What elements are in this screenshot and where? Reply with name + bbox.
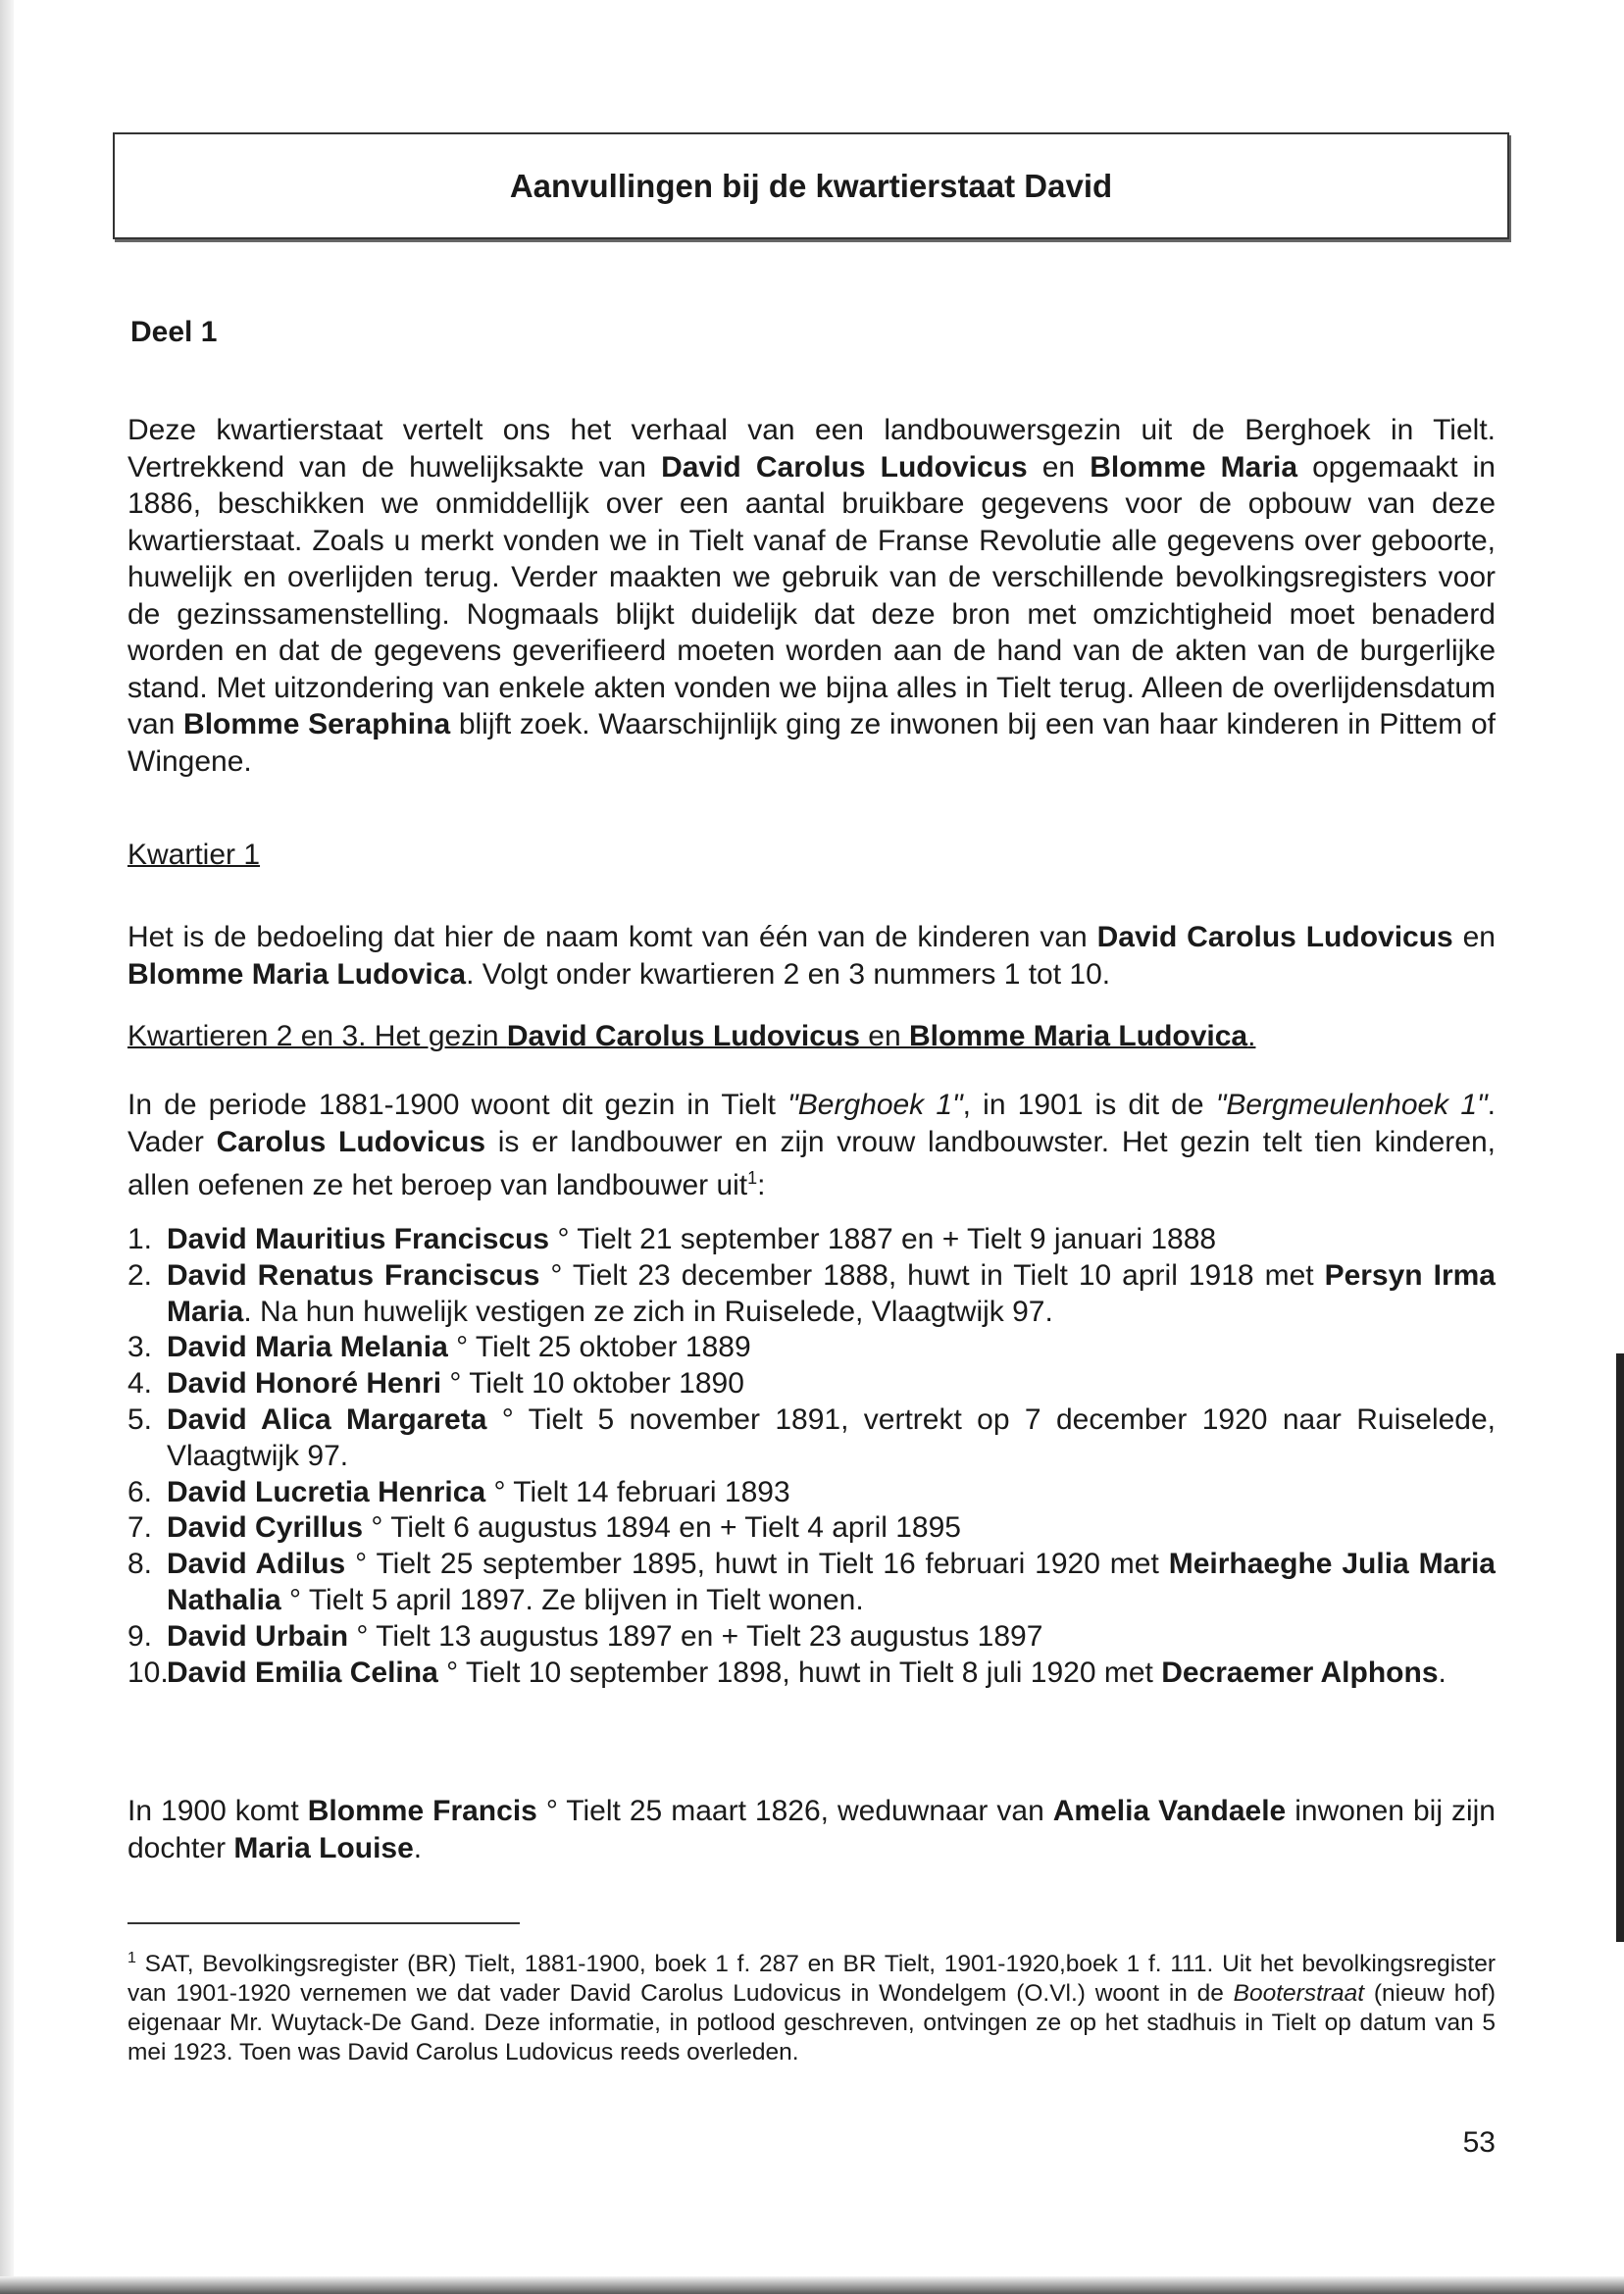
closing-paragraph — [127, 1793, 1496, 1866]
page-title: Aanvullingen bij de kwartierstaat David — [509, 168, 1113, 204]
kwartier-2-3-paragraph — [127, 1087, 1496, 1204]
closing-text-3: inwonen bij zijn dochter — [127, 1795, 1496, 1864]
child-details-2: . — [1438, 1656, 1446, 1689]
section-heading-deel: Deel 1 — [130, 316, 218, 348]
list-item-number: 1. — [127, 1223, 153, 1255]
list-item — [127, 1402, 1496, 1475]
spouse-name: Meirhaeghe Julia Maria Nathalia — [167, 1548, 1496, 1616]
child-details: ° Tielt 5 november 1891, vertrekt op 7 december 1920 naar Ruiselede, Vlaagtwijk 97. — [167, 1402, 1496, 1472]
k23-text-5: : — [757, 1169, 766, 1201]
footnote — [127, 1944, 1496, 2067]
child-details: ° Tielt 13 augustus 1897 en + Tielt 23 augustus 1897 — [348, 1619, 1043, 1653]
spouse-name: Decraemer Alphons — [1161, 1656, 1439, 1689]
list-item-number: 8. — [127, 1548, 153, 1581]
intro-text-3: opgemaakt in 1886, beschikken we onmiddellijk over een aantal bruikbare gegevens voor de opbouw van deze kwartierstaat. Zoals u merkt vonden we in Tielt vanaf de Franse Revolutie alle gegevens over geboorte, huwelijk en overlijden terug. Verder maakten we gebruik van de verschillende bevolkingsregisters voor de gezinssamenstelling. Nogmaals blijkt duidelijk dat deze bron met omzichtigheid moet benaderd worden en dat de gegevens geverifieerd moeten worden aan de hand van de akten van de burgerlijke stand. Met uitzondering van enkele akten vonden we bijna alles in Tielt terug. Alleen de overlijdensdatum van — [127, 450, 1496, 740]
spouse-name: Persyn Irma Maria — [167, 1258, 1496, 1328]
list-item — [127, 1258, 1496, 1331]
closing-text-4: . — [413, 1831, 423, 1864]
children-list — [127, 1222, 1496, 1691]
list-item — [127, 1547, 1496, 1619]
child-details: ° Tielt 23 december 1888, huwt in Tielt 10 april 1918 met — [539, 1258, 1325, 1292]
k23-heading-name-1: David Carolus Ludovicus — [506, 1020, 860, 1052]
child-name: David Adilus — [167, 1548, 346, 1581]
page-number: 53 — [1462, 2126, 1496, 2159]
footnote-text-1: SAT, Bevolkingsregister (BR) Tielt, 1881-1900, boek 1 f. 287 en BR Tielt, 1901-1920,boek 1 f. 111. Uit het bevolkingsregister van 1901-1920 vernemen we dat vader David Carolus Ludovicus in Wondelgem (O.Vl.) woont in de — [127, 1951, 1496, 2008]
k23-heading-text-3: . — [1247, 1020, 1256, 1052]
list-item-number: 9. — [127, 1619, 153, 1653]
closing-text-2: ° Tielt 25 maart 1826, weduwnaar van — [536, 1795, 1053, 1827]
k23-text-3: . Vader — [127, 1089, 1497, 1158]
child-name: David Cyrillus — [167, 1511, 364, 1545]
scan-edge-left — [0, 0, 14, 2294]
list-item — [127, 1619, 1496, 1656]
list-item — [127, 1510, 1496, 1547]
kwartier-1-heading: Kwartier 1 — [127, 839, 261, 871]
k23-address-2: "Bergmeulenhoek 1" — [1215, 1089, 1488, 1121]
child-name: David Renatus Franciscus — [167, 1258, 540, 1292]
list-item — [127, 1475, 1496, 1511]
intro-text-2: en — [1027, 450, 1091, 484]
closing-name-2: Amelia Vandaele — [1052, 1795, 1287, 1827]
list-item — [127, 1330, 1496, 1366]
k1-text-1: Het is de bedoeling dat hier de naam komt van één van de kinderen van — [127, 921, 1097, 953]
k23-name: Carolus Ludovicus — [216, 1125, 486, 1158]
k1-name-2: Blomme Maria Ludovica — [127, 957, 467, 991]
child-name: David Mauritius Franciscus — [167, 1223, 550, 1255]
k23-heading-text-2: en — [859, 1020, 910, 1052]
kwartier-2-3-heading — [127, 1020, 1255, 1053]
intro-text-4: blijft zoek. Waarschijnlijk ging ze inwonen bij een van haar kinderen in Pittem of Wingene. — [127, 708, 1496, 778]
kwartier-1-paragraph — [127, 919, 1496, 993]
list-item — [127, 1656, 1496, 1692]
closing-name-3: Maria Louise — [233, 1831, 414, 1864]
k23-heading-name-2: Blomme Maria Ludovica — [909, 1020, 1248, 1052]
child-details: ° Tielt 6 augustus 1894 en + Tielt 4 april 1895 — [363, 1511, 961, 1545]
child-details: ° Tielt 21 september 1887 en + Tielt 9 januari 1888 — [549, 1223, 1217, 1255]
child-details-2: ° Tielt 5 april 1897. Ze blijven in Tielt wonen. — [280, 1583, 864, 1616]
list-item-number: 5. — [127, 1402, 153, 1436]
title-box — [113, 132, 1509, 239]
child-details: ° Tielt 14 februari 1893 — [485, 1475, 790, 1508]
closing-text-1: In 1900 komt — [127, 1795, 308, 1827]
k1-name-1: David Carolus Ludovicus — [1096, 921, 1453, 953]
child-name: David Emilia Celina — [167, 1656, 438, 1689]
k23-text-1: In de periode 1881-1900 woont dit gezin in Tielt — [127, 1089, 788, 1121]
list-item — [127, 1222, 1496, 1258]
footnote-reference[interactable]: 1 — [747, 1168, 758, 1188]
list-item-number: 3. — [127, 1331, 153, 1364]
child-details-2: . Na hun huwelijk vestigen ze zich in Ruiselede, Vlaagtwijk 97. — [243, 1295, 1053, 1328]
intro-text-1: Deze kwartierstaat vertelt ons het verhaal van een landbouwersgezin uit de Berghoek in Tielt. Vertrekkend van de huwelijksakte van — [127, 414, 1496, 484]
child-details: ° Tielt 25 oktober 1889 — [447, 1331, 751, 1364]
footnote-text-2: (nieuw hof) eigenaar Mr. Wuytack-De Gand. Deze informatie, in potlood geschreven, ontvingen ze op het stadhuis in Tielt op datum van 5 mei 1923. Toen was David Carolus Ludovicus reeds overleden. — [127, 1980, 1496, 2066]
list-item-number: 10. — [127, 1656, 169, 1689]
child-name: David Honoré Henri — [167, 1367, 442, 1401]
child-details: ° Tielt 10 oktober 1890 — [441, 1367, 744, 1401]
closing-name-1: Blomme Francis — [307, 1795, 537, 1827]
child-name: David Lucretia Henrica — [167, 1475, 486, 1508]
list-item-number: 2. — [127, 1258, 153, 1292]
child-name: David Maria Melania — [167, 1331, 448, 1364]
child-name: David Urbain — [167, 1619, 349, 1653]
intro-name-2: Blomme Maria — [1090, 450, 1298, 484]
k23-text-2: , in 1901 is dit de — [962, 1089, 1216, 1121]
list-item — [127, 1366, 1496, 1402]
list-item-number: 7. — [127, 1511, 153, 1545]
k1-text-3: . Volgt onder kwartieren 2 en 3 nummers 1 tot 10. — [466, 957, 1111, 991]
child-details: ° Tielt 10 september 1898, huwt in Tielt 8 juli 1920 met — [437, 1656, 1162, 1689]
intro-paragraph — [127, 412, 1496, 780]
child-name: David Alica Margareta — [167, 1402, 487, 1436]
list-item-number: 6. — [127, 1475, 153, 1508]
k23-address-1: "Berghoek 1" — [787, 1089, 963, 1121]
footnote-divider — [127, 1922, 520, 1924]
k1-text-2: en — [1452, 921, 1496, 953]
footnote-mark: 1 — [127, 1950, 136, 1966]
intro-name-3: Blomme Seraphina — [183, 708, 451, 740]
intro-name-1: David Carolus Ludovicus — [661, 450, 1028, 484]
child-details: ° Tielt 25 september 1895, huwt in Tielt 16 februari 1920 met — [345, 1548, 1169, 1581]
scan-edge-bottom — [0, 2276, 1624, 2294]
k23-text-4: is er landbouwer en zijn vrouw landbouwster. Het gezin telt tien kinderen, allen oefenen ze het beroep van landbouwer uit — [127, 1125, 1496, 1201]
list-item-number: 4. — [127, 1367, 153, 1401]
footnote-street: Booterstraat — [1233, 1980, 1365, 2008]
scan-edge-right — [1616, 1353, 1624, 1942]
k23-heading-text-1: Kwartieren 2 en 3. Het gezin — [127, 1020, 507, 1052]
